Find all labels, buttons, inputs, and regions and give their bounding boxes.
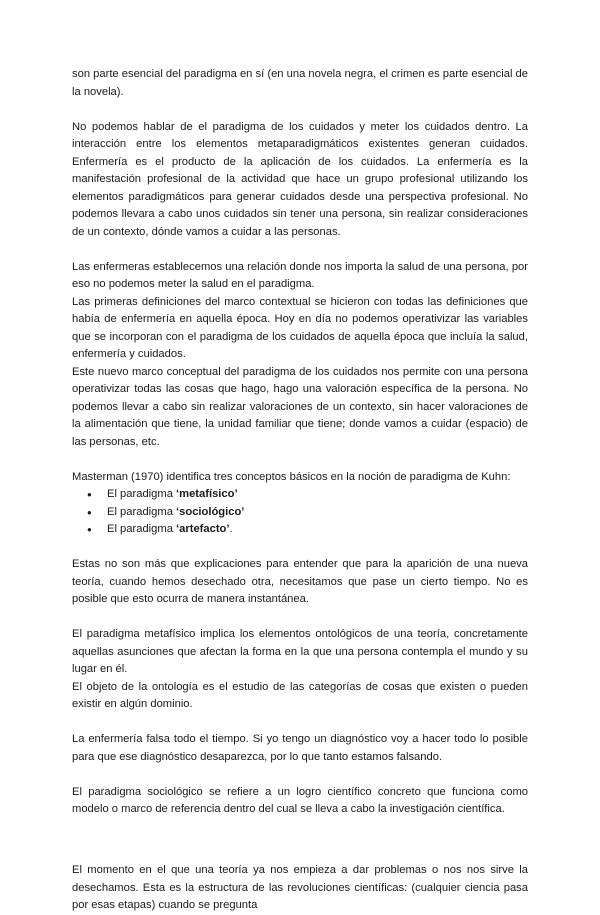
list-item xyxy=(87,486,528,504)
paragraph-metaphysical: El paradigma metafísico implica los elementos ontológicos de una teoría, concretamente aquellas asunciones que afectan la forma en la que una persona contempla el mundo y su lugar en él. xyxy=(72,628,528,675)
spacer xyxy=(72,101,528,119)
paragraph-paradigm-essential: son parte esencial del paradigma en sí (en una novela negra, el crimen es parte esencial de la novela). xyxy=(72,68,528,98)
paragraph-explanations: Estas no son más que explicaciones para entender que para la aparición de una nueva teoría, cuando hemos desechado otra, necesitamos que pase un cierto tiempo. No es posible que esto ocurra de manera instantánea. xyxy=(72,558,528,605)
list-item xyxy=(87,504,528,522)
list-item-term: ‘artefacto’ xyxy=(176,523,230,535)
paragraph-falsification: La enfermería falsa todo el tiempo. Si yo tengo un diagnóstico voy a hacer todo lo posible para que ese diagnóstico desaparezca, por lo que tanto estamos falsando. xyxy=(72,733,528,763)
spacer xyxy=(72,539,528,557)
spacer xyxy=(72,845,528,863)
paragraph-ontology: El objeto de la ontología es el estudio de las categorías de cosas que existen o pueden existir en algún dominio. xyxy=(72,680,528,710)
spacer xyxy=(72,819,528,845)
spacer xyxy=(72,766,528,784)
list-item-prefix: El paradigma xyxy=(107,488,177,500)
list-item xyxy=(87,521,528,539)
paragraph-nurses-health: Las enfermeras establecemos una relación donde nos importa la salud de una persona, por eso no podemos meter la salud en el paradigma. xyxy=(72,260,528,290)
spacer xyxy=(72,714,528,732)
list-item-suffix: . xyxy=(229,523,233,535)
paragraph-scientific-revolutions: El momento en el que una teoría ya nos empieza a dar problemas o nos nos sirve la desechamos. Esta es la estructura de las revoluciones científicas: (cualquier ciencia pasa por esas etapas) cuando se pregunta xyxy=(72,864,528,911)
paragraph-masterman: Masterman (1970) identifica tres conceptos básicos en la noción de paradigma de Kuhn: xyxy=(72,470,511,483)
spacer xyxy=(72,241,528,259)
list-item-term: ‘metafísico’ xyxy=(176,488,238,500)
paragraph-care-paradigm: No podemos hablar de el paradigma de los cuidados y meter los cuidados dentro. La interacción entre los elementos metaparadigmáticos existentes generan cuidados. Enfermería es el producto de la aplicación de los cuidados. La enfermería es la manifestación profesional de la actividad que hace un grupo profesional utilizando los elementos paradigmáticos para generar cuidados desde una perspectiva profesional. No podemos llevara a cabo unos cuidados sin tener una persona, sin realizar consideraciones de un contexto, dónde vamos a cuidar a las personas. xyxy=(72,120,528,238)
paragraph-new-framework: Este nuevo marco conceptual del paradigma de los cuidados nos permite con una persona operativizar todas las cosas que hago, hago una valoración específica de la persona. No podemos llevar a cabo sin realizar valoraciones de un contexto, sin hacer valoraciones de la alimentación que tiene, la unidad familiar que tiene; donde vamos a cuidar (espacio) de las personas, etc. xyxy=(72,365,528,448)
spacer xyxy=(72,451,528,469)
list-item-prefix: El paradigma xyxy=(107,505,177,518)
list-item-prefix: El paradigma xyxy=(107,523,177,535)
paragraph-first-definitions: Las primeras definiciones del marco contextual se hicieron con todas las definiciones que había de enfermería en aquella época. Hoy en día no podemos operativizar las variables que se incorporan con el paradigma de los cuidados de aquella época que incluía la salud, enfermería y cuidados. xyxy=(72,295,528,360)
paragraph-sociological: El paradigma sociológico se refiere a un logro científico concreto que funciona como modelo o marco de referencia dentro del cual se lleva a cabo la investigación científica. xyxy=(72,785,528,815)
list-item-term: ‘sociológico’ xyxy=(176,505,245,518)
spacer xyxy=(72,609,528,627)
paradigm-list xyxy=(72,486,528,539)
